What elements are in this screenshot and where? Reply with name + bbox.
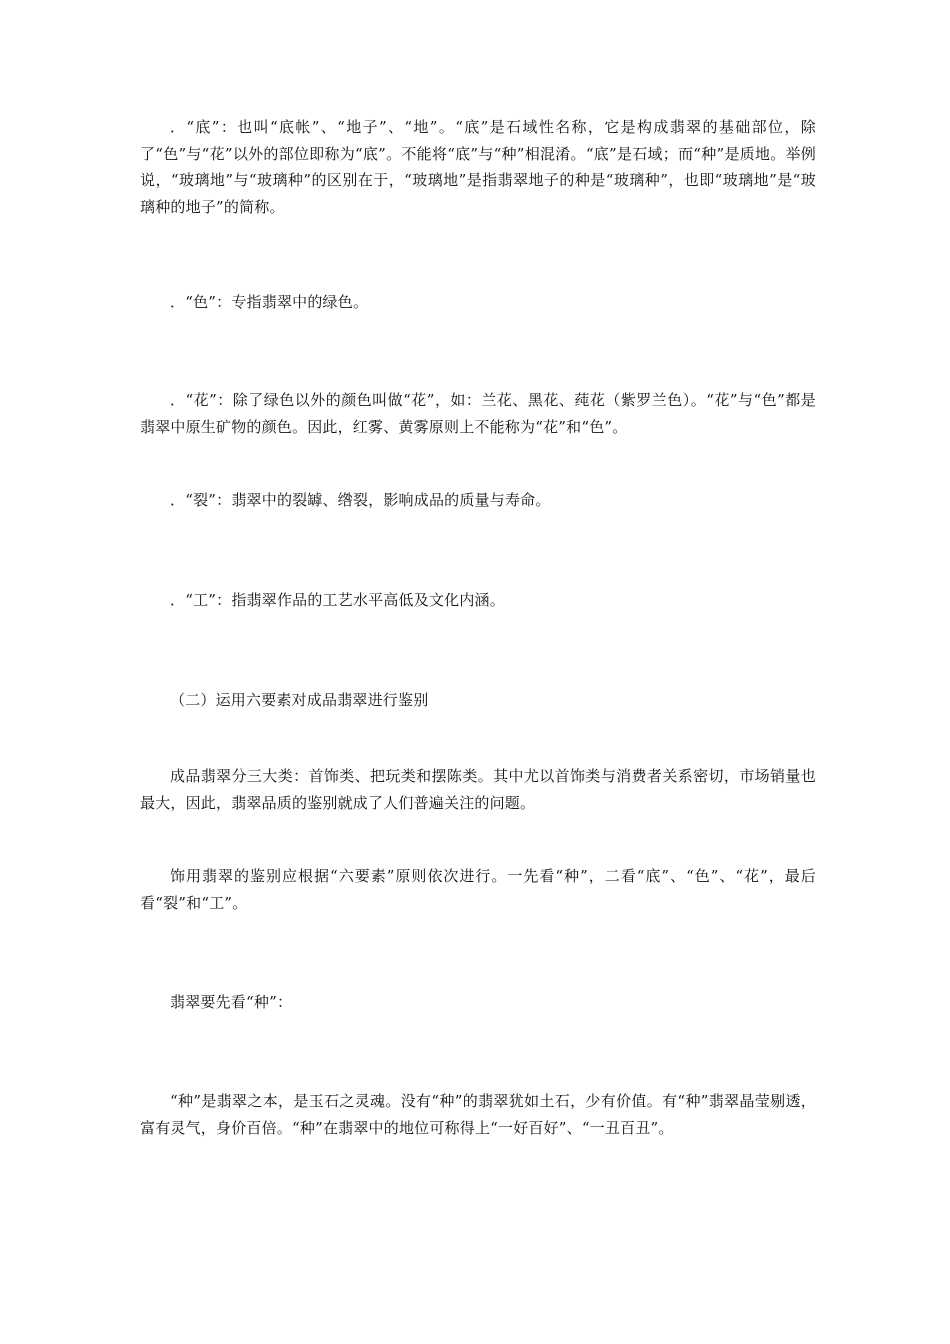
paragraph-lie: ．“裂”：翡翠中的裂罅、绺裂，影响成品的质量与寿命。 [170,491,551,509]
paragraph-categories: 成品翡翠分三大类：首饰类、把玩类和摆陈类。其中尤以首饰类与消费者关系密切，市场销量也最大，因此，翡翠品质的鉴别就成了人们普遍关注的问题。 [140,767,816,812]
paragraph-di: ．“底”：也叫“底帐”、“地子”、“地”。“底”是石域性名称，它是构成翡翠的基础部位，除了“色”与“花”以外的部位即称为“底”。不能将“底”与“种”相混淆。“底”是石域；而“种”是质地。举例说，“玻璃地”与“玻璃种”的区别在于，“玻璃地”是指翡翠地子的种是“玻璃种”，也即“玻璃地”是“玻璃种的地子”的简称。 [140,118,816,216]
paragraph-zhong: “种”是翡翠之本，是玉石之灵魂。没有“种”的翡翠犹如土石，少有价值。有“种”翡翠晶莹剔透，富有灵气，身价百倍。“种”在翡翠中的地位可称得上“一好百好”、“一丑百丑”。 [140,1092,816,1137]
paragraph-six-elements: 饰用翡翠的鉴别应根据“六要素”原则依次进行。一先看“种”，二看“底”、“色”、“花”，最后看“裂”和“工”。 [140,867,816,912]
paragraph-gong: ．“工”：指翡翠作品的工艺水平高低及文化内涵。 [170,591,505,609]
paragraph-se: ．“色”：专指翡翠中的绿色。 [170,293,369,311]
paragraph-hua: ．“花”：除了绿色以外的颜色叫做“花”，如：兰花、黑花、莼花（紫罗兰色）。“花”与“色”都是翡翠中原生矿物的颜色。因此，红雾、黄雾原则上不能称为“花”和“色”。 [140,391,816,436]
section-heading: （二）运用六要素对成品翡翠进行鉴别 [170,691,429,709]
paragraph-look-zhong: 翡翠要先看“种”： [170,993,293,1011]
